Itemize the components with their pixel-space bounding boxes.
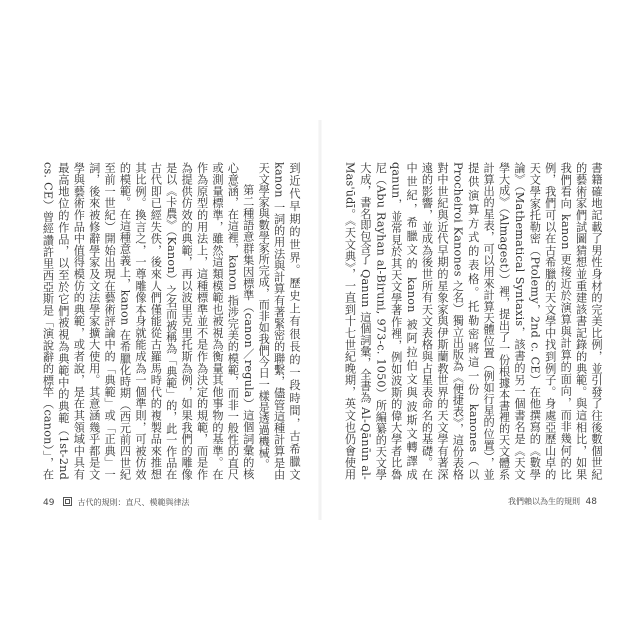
right-paragraph-1: 書籍確地記載了男性身材的完美比例，並引發了往後數個世紀的藝術家們試圖猜想並重建該書記錄的典範。與這相比，如果我們看向 kanon 更接近於演算與計算的面向，而非幾何的比例，我們可以在古希臘的天文學中找到例子。身處亞歷山卓的天文學家托勒密（Ptolemy，2nd c. CE）在他撰寫的《數學論》（Mathematical Syntaxis，該書的另一個書名是《天文學大成》（Almagest））裡，提出了一份根據本書裡的天文體系計算出的星表，可以用來計算天體位置（例如行星的位置），並提供演算方式的表格。托勒密將這一份 kanones（以 Procheiroi Kanones 之名）獨立出版為《便捷表》，這份表格對中世紀與近代早期的星象家與伊斯蘭教世界的天文學有著深遠的影響，並成為後世所有天文表格與占星表命名的基礎。在中世紀，希臘文的 kanon 被阿拉伯文與波斯文轉譯成 qanun，並常見於其天文學著作裡，例如波斯的偉大學者比魯尼（Abu Rayhan al-Biruni, 973-c. 1050）所編纂的天文學大成，書名即包含了 Qanun 這個詞彙，全書為 Al-Qānūn al-Mas'ūdī。《天文典》，一直到十七世紀晚期，英文也仍會使用: [343, 162, 603, 480]
right-page: [320, 0, 640, 640]
right-page-number: 48: [585, 497, 597, 507]
left-paragraph-2: 第二種語意群集因標準（canon／regula）這個詞彙的核心意涵，在這裡，kanon 指涉完美的模範，而非一般性的直尺或測量標準，雖然這類模範也被視為衡量其他事物的基準。在作為原型的用法上，這種標準並不是作為決定的規範，而是作為提供仿效的典範，再以波里克里托斯為例，如果我們的雕像是以《卡農》（Kanon）之名而被稱為「典範」的，此一作品在古代即已經失佚，後來人們僅能從古羅馬時代的複製品來推想其比例。換言之，一尊雕像本身就能成為一個準則，可被仿效的模範。在這種意義上，kanon 在希臘化時期（西元前四世紀至前一世紀）開始出現在藝術評論中的「典範」或「正典」一詞，後來被修辭學家及文法學家擴大使用。其意涵幾乎都是文學與藝術作品中值得模仿的典範，或者說，是在其領域中具有最高地位的作品，以至於它們被視為典範中的典範（1st-2nd cs. CE）曾經讚許里西亞斯是「演說辭的標竿（canon）」，在: [41, 162, 255, 480]
right-running-head: 我們賴以為生的規則: [508, 497, 580, 506]
left-page-number: 49: [43, 498, 55, 508]
chapter-mark-icon: [63, 497, 72, 506]
left-page-footer: [40, 497, 190, 508]
left-running-head: 古代的規則：直尺、模範與律法: [77, 498, 190, 507]
left-page-body: [40, 162, 302, 480]
right-page-footer: [508, 497, 600, 507]
left-paragraph-1: 到近代早期的世界。歷史上有很長的一段時間，古希臘文 kanon 一詞的用法與計算有著緊密的聯繫，儘管這種計算是由天文學家與數學家所完成，而非如我們今日一樣是透過機械。: [257, 162, 301, 480]
right-page-body: [342, 162, 604, 480]
